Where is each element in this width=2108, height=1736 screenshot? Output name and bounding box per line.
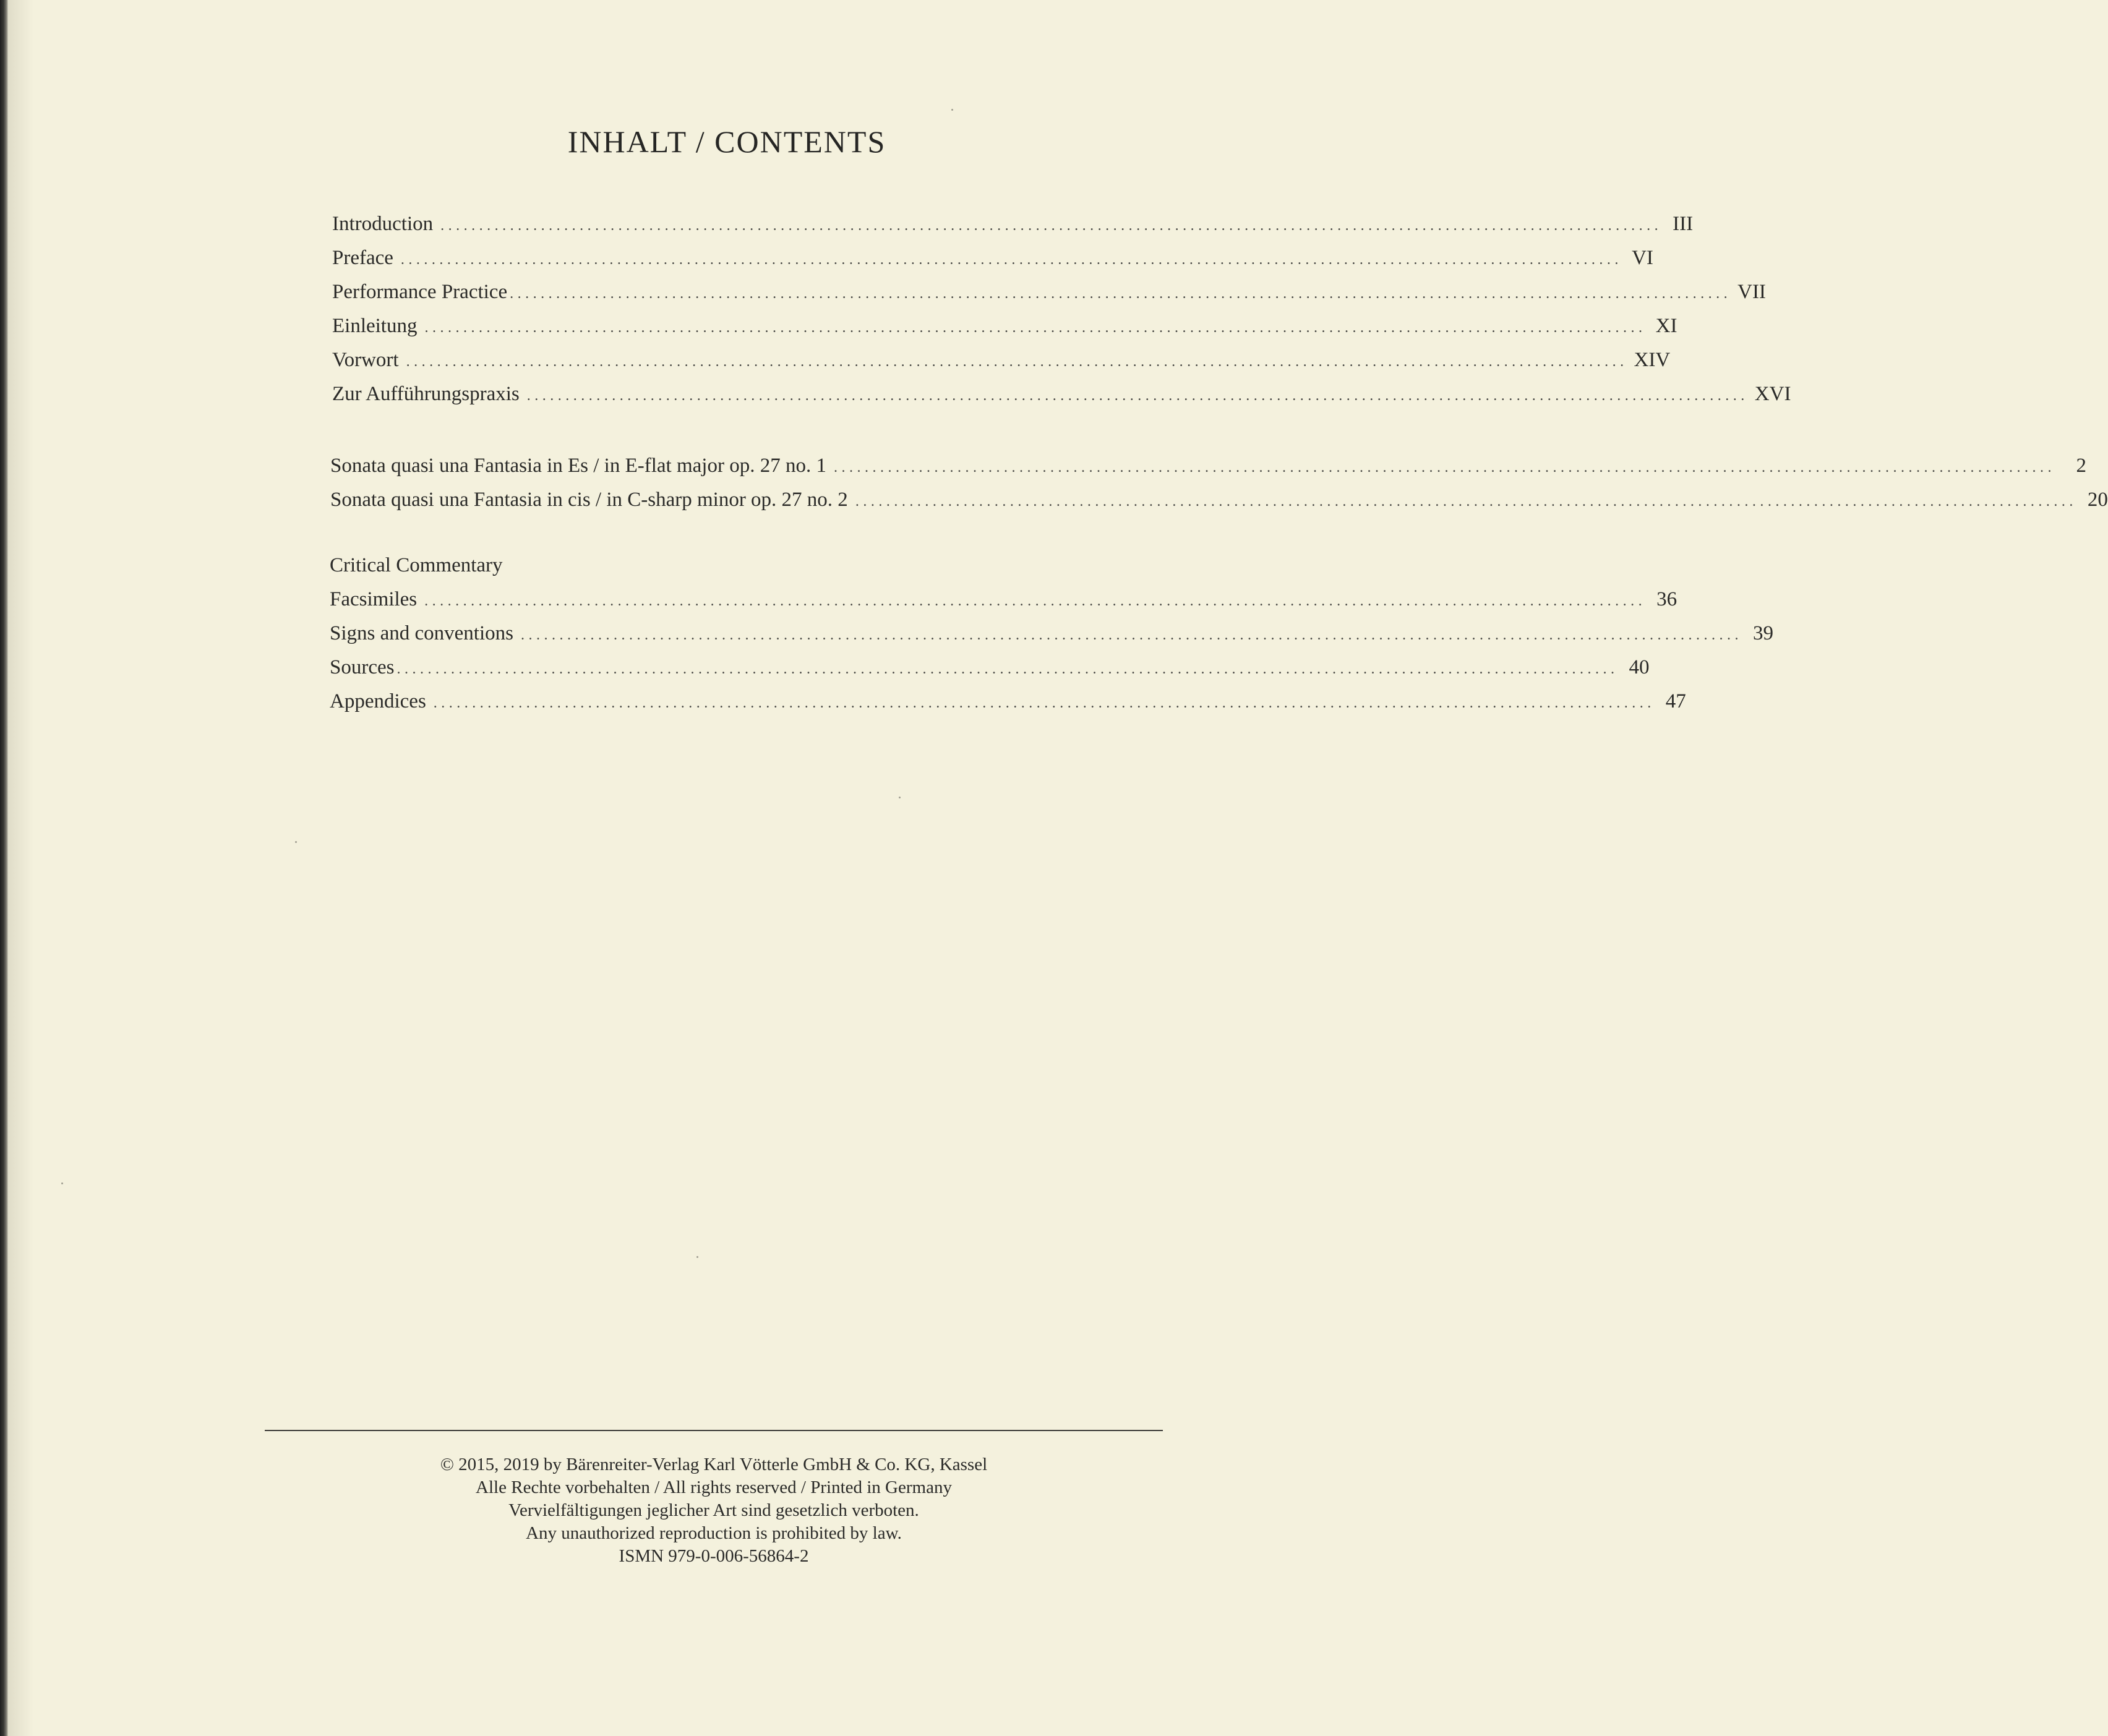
toc-entry-appendices[interactable] [330,688,1686,715]
toc-entry-page: 20 [2087,489,2108,511]
leader-dots: .............................................................................................................................................................. [440,218,1663,234]
leader-dots: .............................................................................................................................................................. [526,388,1749,404]
toc-entry-page: XIV [1634,349,1671,371]
leader-dots: .............................................................................................................................................................. [424,593,1647,609]
imprint-reproduction-en: Any unauthorized reproduction is prohibited by law. [526,1523,902,1543]
toc-entry-page: 36 [1656,588,1677,610]
leader-dots: .............................................................................................................................................................. [424,320,1647,336]
page-title: INHALT / CONTENTS [567,124,886,159]
toc-entry-page: 39 [1752,622,1773,644]
paper-speck [696,1256,698,1258]
paper-speck [295,841,297,843]
leader-dots: .............................................................................................................................................................. [396,661,1619,677]
imprint-block [265,1453,1163,1568]
toc-entry-facsimiles[interactable] [330,586,1677,613]
toc-entry-page: 47 [1665,690,1686,712]
paper-speck [951,109,953,111]
toc-entry-introduction[interactable] [332,210,1694,237]
toc-entry-page: XI [1655,315,1677,337]
toc-entry-page: XVI [1754,383,1791,405]
paper-speck [61,1182,63,1184]
toc-entry-zur-auffuehrungspraxis[interactable] [332,380,1791,408]
toc-entry-page: VI [1632,247,1653,269]
leader-dots: .............................................................................................................................................................. [520,627,1742,643]
leader-dots: .............................................................................................................................................................. [400,252,1622,268]
toc-entry-label: Vorwort [332,349,399,371]
leader-dots: .............................................................................................................................................................. [406,354,1628,370]
imprint-reproduction-de: Vervielfältigungen jeglicher Art sind gesetzlich verboten. [508,1500,919,1520]
leader-dots: .............................................................................................................................................................. [855,494,2077,510]
paper-speck [899,797,901,798]
toc-entry-label: Sources [330,656,395,678]
toc-entry-page: VII [1737,281,1766,303]
leader-dots: .............................................................................................................................................................. [833,460,2055,476]
leader-dots: .............................................................................................................................................................. [433,695,1655,711]
leader-dots: .............................................................................................................................................................. [510,286,1732,302]
page-shade [9,0,33,1736]
imprint-copyright: © 2015, 2019 by Bärenreiter-Verlag Karl Vötterle GmbH & Co. KG, Kassel [440,1455,988,1474]
imprint-rights: Alle Rechte vorbehalten / All rights reserved / Printed in Germany [476,1477,952,1497]
toc-entry-einleitung[interactable] [332,312,1677,340]
binding-edge [0,0,9,1736]
toc-entry-vorwort[interactable] [332,346,1671,374]
toc-entry-label: Signs and conventions [330,622,513,644]
imprint-ismn: ISMN 979-0-006-56864-2 [619,1546,809,1566]
toc-entry-label: Einleitung [332,315,418,337]
toc-entry-label: Zur Aufführungspraxis [332,383,520,405]
toc-entry-page: 40 [1629,656,1650,678]
toc-entry-page: 2 [2076,455,2086,477]
toc-entry-sonata-op27-no2[interactable] [330,486,2108,513]
toc-entry-label: Facsimiles [330,588,418,610]
toc-entry-label: Preface [332,247,393,269]
toc-entry-sources[interactable] [330,654,1650,681]
toc-entry-label: Appendices [330,690,426,712]
toc-entry-page: III [1673,213,1694,235]
toc-entry-signs-and-conventions[interactable] [330,620,1773,647]
toc-entry-sonata-op27-no1[interactable] [330,452,2086,479]
footer-rule [265,1430,1163,1431]
toc-entry-preface[interactable] [332,244,1653,272]
commentary-heading: Critical Commentary [330,554,503,576]
toc-entry-label: Introduction [332,213,434,235]
toc-entry-label: Performance Practice [332,281,508,303]
toc-entry-performance-practice[interactable] [332,278,1766,306]
toc-entry-label: Sonata quasi una Fantasia in cis / in C-sharp minor op. 27 no. 2 [330,489,848,511]
toc-entry-label: Sonata quasi una Fantasia in Es / in E-flat major op. 27 no. 1 [330,455,826,477]
